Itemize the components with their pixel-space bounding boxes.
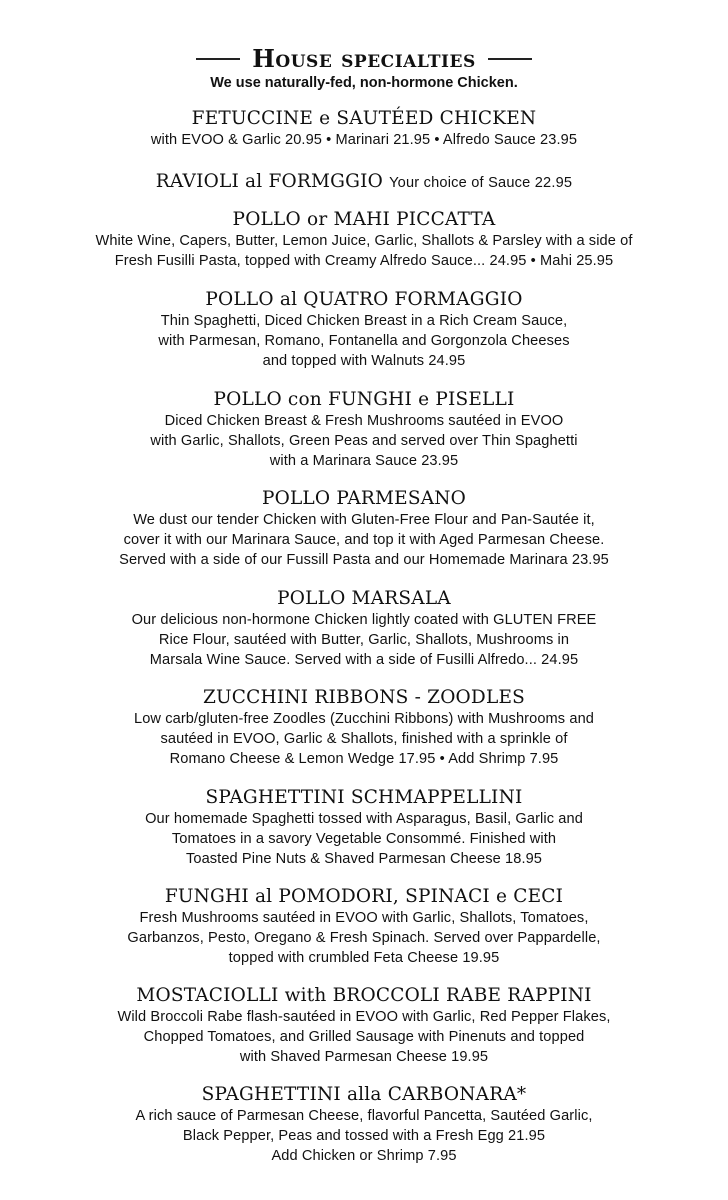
menu-item-zoodles — [0, 687, 728, 769]
item-name: POLLO al QUATRO FORMAGGIO — [205, 289, 523, 310]
item-desc-line: Thin Spaghetti, Diced Chicken Breast in a Rich Cream Sauce, — [160, 313, 568, 329]
item-desc-line: A rich sauce of Parmesan Cheese, flavorful Pancetta, Sautéed Garlic, — [135, 1108, 593, 1124]
item-desc-line: Served with a side of our Fussill Pasta and our Homemade Marinara 23.95 — [119, 552, 609, 568]
item-name: POLLO MARSALA — [277, 588, 451, 609]
menu-item-carbonara — [0, 1084, 728, 1166]
item-name: MOSTACIOLLI with BROCCOLI RABE RAPPINI — [136, 985, 592, 1006]
item-desc-line: Fresh Mushrooms sautéed in EVOO with Garlic, Shallots, Tomatoes, — [139, 910, 589, 926]
item-desc-line: White Wine, Capers, Butter, Lemon Juice, Garlic, Shallots & Parsley with a side of — [95, 233, 633, 249]
item-desc-line: Marsala Wine Sauce. Served with a side of Fusilli Alfredo... 24.95 — [149, 652, 579, 668]
item-desc-line: cover it with our Marinara Sauce, and top it with Aged Parmesan Cheese. — [123, 532, 605, 548]
item-name: FUNGHI al POMODORI, SPINACI e CECI — [164, 886, 564, 907]
item-desc-line: We dust our tender Chicken with Gluten-Free Flour and Pan-Sautée it, — [133, 512, 595, 528]
item-desc-line: Our delicious non-hormone Chicken lightly coated with GLUTEN FREE — [131, 612, 597, 628]
item-name-row — [0, 171, 728, 194]
item-desc-line: with Parmesan, Romano, Fontanella and Gorgonzola Cheeses — [158, 333, 570, 349]
menu-header — [0, 44, 728, 91]
item-desc-line: Low carb/gluten-free Zoodles (Zucchini Ribbons) with Mushrooms and — [133, 711, 595, 727]
item-desc-line: with Shaved Parmesan Cheese 19.95 — [239, 1049, 489, 1065]
item-desc-line: Garbanzos, Pesto, Oregano & Fresh Spinach. Served over Pappardelle, — [127, 930, 601, 946]
item-desc-line: with EVOO & Garlic 20.95 • Marinari 21.95 • Alfredo Sauce 23.95 — [150, 132, 578, 148]
title-row — [0, 44, 728, 73]
page-title: House specialties — [252, 44, 476, 73]
menu-item-mostaciolli — [0, 985, 728, 1067]
menu-item-fetuccine — [0, 108, 728, 150]
item-desc-line: with a Marinara Sauce 23.95 — [269, 453, 459, 469]
item-desc-line: Add Chicken or Shrimp 7.95 — [271, 1148, 457, 1164]
item-name: POLLO con FUNGHI e PISELLI — [213, 389, 515, 410]
item-desc-line: Our homemade Spaghetti tossed with Asparagus, Basil, Garlic and — [145, 811, 583, 827]
menu-item-funghi-pomodori — [0, 886, 728, 968]
item-name: FETUCCINE e SAUTÉED CHICKEN — [191, 108, 537, 129]
page-subtitle: We use naturally-fed, non-hormone Chicken. — [210, 75, 518, 91]
item-name: RAVIOLI al FORMGGIO — [155, 171, 383, 192]
menu-item-quatro-formaggio — [0, 289, 728, 371]
menu-item-funghi-piselli — [0, 389, 728, 471]
item-desc-line: Rice Flour, sautéed with Butter, Garlic, Shallots, Mushrooms in — [158, 632, 570, 648]
item-name: ZUCCHINI RIBBONS - ZOODLES — [202, 687, 526, 708]
item-desc-line: Diced Chicken Breast & Fresh Mushrooms sautéed in EVOO — [164, 413, 564, 429]
item-desc-line: Fresh Fusilli Pasta, topped with Creamy Alfredo Sauce... 24.95 • Mahi 25.95 — [114, 253, 614, 269]
item-name: SPAGHETTINI alla CARBONARA* — [201, 1084, 527, 1105]
item-desc-line: topped with crumbled Feta Cheese 19.95 — [228, 950, 500, 966]
item-inline-desc: Your choice of Sauce 22.95 — [389, 175, 573, 191]
menu-item-pollo-parmesano — [0, 488, 728, 570]
item-desc-line: Toasted Pine Nuts & Shaved Parmesan Cheese 18.95 — [185, 851, 543, 867]
item-desc-line: Wild Broccoli Rabe flash-sautéed in EVOO with Garlic, Red Pepper Flakes, — [117, 1009, 611, 1025]
item-desc-line: with Garlic, Shallots, Green Peas and served over Thin Spaghetti — [150, 433, 578, 449]
item-name: POLLO or MAHI PICCATTA — [232, 209, 496, 230]
title-rule-right — [488, 58, 532, 60]
item-desc-line: sautéed in EVOO, Garlic & Shallots, finished with a sprinkle of — [160, 731, 568, 747]
item-desc-line: Romano Cheese & Lemon Wedge 17.95 • Add Shrimp 7.95 — [169, 751, 559, 767]
item-name: SPAGHETTINI SCHMAPPELLINI — [205, 787, 523, 808]
title-rule-left — [196, 58, 240, 60]
item-desc-line: Chopped Tomatoes, and Grilled Sausage with Pinenuts and topped — [143, 1029, 585, 1045]
item-name: POLLO PARMESANO — [261, 488, 467, 509]
menu-item-schmappellini — [0, 787, 728, 869]
menu-item-ravioli — [0, 171, 728, 194]
item-desc-line: Black Pepper, Peas and tossed with a Fresh Egg 21.95 — [182, 1128, 546, 1144]
menu-item-pollo-marsala — [0, 588, 728, 670]
item-desc-line: Tomatoes in a savory Vegetable Consommé. Finished with — [171, 831, 557, 847]
menu-item-pollo-piccatta — [0, 209, 728, 271]
item-desc-line: and topped with Walnuts 24.95 — [262, 353, 466, 369]
